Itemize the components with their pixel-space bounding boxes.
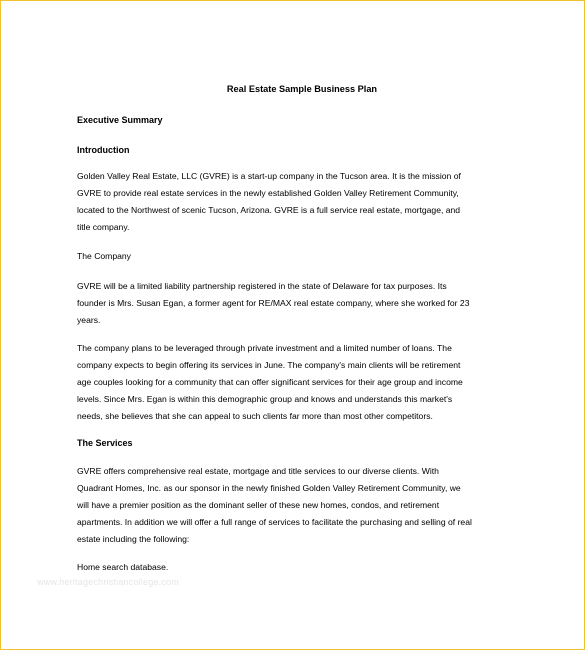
heading-the-company: The Company — [77, 251, 131, 261]
text-line: needs, she believes that she can appeal to such clients far more than most other competitors. — [77, 411, 433, 421]
paragraph-introduction — [77, 168, 527, 236]
paragraph-services — [77, 463, 527, 548]
text-line: GVRE offers comprehensive real estate, mortgage and title services to our diverse clients. With — [77, 466, 439, 476]
text-line: years. — [77, 315, 101, 325]
paragraph-company-founder — [77, 278, 527, 329]
text-line: Golden Valley Real Estate, LLC (GVRE) is a start-up company in the Tucson area. It is the mission of — [77, 171, 461, 181]
text-line: estate including the following: — [77, 534, 190, 544]
text-line: levels. Since Mrs. Egan is within this demographic group and knows and understands this market's — [77, 394, 453, 404]
text-line: founder is Mrs. Susan Egan, a former agent for RE/MAX real estate company, where she worked for 23 — [77, 298, 470, 308]
document-title: Real Estate Sample Business Plan — [226, 84, 378, 94]
text-line: GVRE to provide real estate services in the newly established Golden Valley Retirement Community, — [77, 188, 459, 198]
text-line: apartments. In addition we will offer a full range of services to facilitate the purchasing and selling of real — [77, 517, 472, 527]
text-line: age couples looking for a community that can offer significant services for their age group and income — [77, 377, 463, 387]
text-line: Quadrant Homes, Inc. as our sponsor in the newly finished Golden Valley Retirement Community, we — [77, 483, 461, 493]
heading-the-services: The Services — [77, 438, 133, 448]
text-line: located to the Northwest of scenic Tucson, Arizona. GVRE is a full service real estate, mortgage, and — [77, 205, 461, 215]
text-line: company expects to begin offering its services in June. The company's main clients will be retirement — [77, 360, 461, 370]
paragraph-company-plans — [77, 340, 527, 425]
text-line: will have a premier position as the dominant seller of these new homes, condos, and retirement — [77, 500, 440, 510]
watermark-text: www.heritagechristiancollege.com — [37, 577, 179, 587]
text-home-search: Home search database. — [77, 562, 169, 572]
text-line: title company. — [77, 222, 130, 232]
heading-executive-summary: Executive Summary — [77, 115, 163, 125]
text-line: GVRE will be a limited liability partnership registered in the state of Delaware for tax purposes. Its — [77, 281, 447, 291]
heading-introduction: Introduction — [77, 145, 130, 155]
text-line: The company plans to be leveraged through private investment and a limited number of loans. The — [77, 343, 452, 353]
